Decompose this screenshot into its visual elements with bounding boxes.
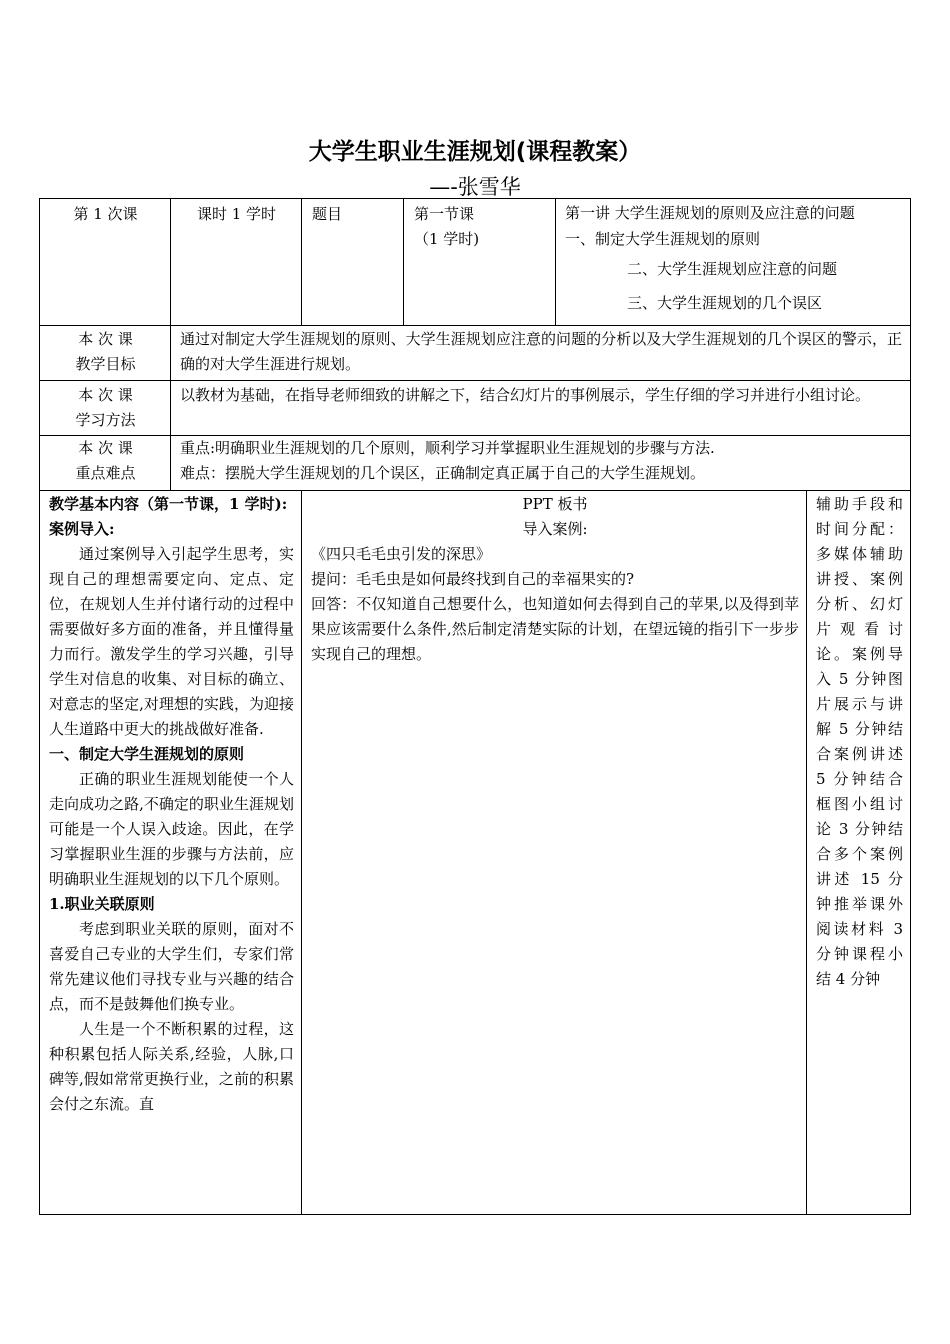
difficulty-line: 难点：摆脱大学生涯规划的几个误区，正确制定真正属于自己的大学生涯规划。 — [180, 464, 706, 482]
principles-heading: 一、制定大学生涯规划的原则 — [49, 745, 245, 763]
method-label-2: 学习方法 — [75, 411, 136, 429]
document-author: —-张雪华 — [429, 175, 521, 199]
teaching-content-heading: 教学基本内容（第一节课，1 学时): — [49, 495, 288, 513]
method-content-cell — [170, 380, 911, 436]
case-title: 《四只毛毛虫引发的深思》 — [311, 545, 492, 563]
lesson-hours: 课时 1 学时 — [196, 205, 277, 223]
method-label-1: 本 次 课 — [78, 386, 133, 404]
topic-label: 题目 — [312, 205, 343, 223]
key-points-label-1: 本 次 课 — [78, 439, 133, 457]
topic-cell — [555, 198, 911, 326]
lesson-number-cell — [39, 198, 171, 326]
principle-1-text-2: 人生是一个不断积累的过程，这种积累包括人际关系,经验，人脉,口碑等,假如常常更换行业，之前的积累会付之东流。直 — [49, 1020, 294, 1113]
key-point-line: 重点:明确职业生涯规划的几个原则，顺利学习并掌握职业生涯规划的步骤与方法. — [180, 439, 715, 457]
objective-text: 通过对制定大学生涯规划的原则、大学生涯规划应注意的问题的分析以及大学生涯规划的几个误区的警示，正确的对大学生涯进行规划。 — [180, 330, 902, 373]
topic-line-4: 三、大学生涯规划的几个误区 — [627, 294, 823, 312]
teaching-content-column — [39, 490, 302, 1215]
method-label-cell — [39, 380, 171, 436]
ppt-heading: PPT 板书 — [522, 495, 588, 513]
ppt-subheading: 导入案例: — [522, 520, 588, 538]
topic-label-cell — [301, 198, 404, 326]
hours-cell — [170, 198, 302, 326]
key-points-label-cell — [39, 435, 171, 491]
aids-time-text: 辅助手段和时间分配：多媒体辅助讲授、案例分析、幻灯片观看讨论。案例导入 5 分钟图片展示与讲解 5 分钟结合案例讲述 5 分钟结合框图小组讨论 3 分钟结合多个案例讲述 15 分钟推举课外阅读材料 3 分钟课程小结 4 分钟 — [816, 495, 903, 988]
objective-label-cell — [39, 325, 171, 381]
principle-1-heading: 1.职业关联原则 — [49, 895, 155, 913]
key-points-content-cell — [170, 435, 911, 491]
section-title: 第一节课 — [414, 205, 475, 223]
section-hours: （1 学时) — [414, 230, 480, 248]
objective-label-1: 本 次 课 — [78, 330, 133, 348]
topic-line-1: 第一讲 大学生涯规划的原则及应注意的问题 — [565, 204, 855, 222]
case-question: 提问：毛毛虫是如何最终找到自己的幸福果实的? — [311, 570, 635, 588]
principles-text: 正确的职业生涯规划能使一个人走向成功之路,不确定的职业生涯规划可能是一个人误入歧途。因此，在学习掌握职业生涯的步骤与方法前，应明确职业生涯规划的以下几个原则。 — [49, 770, 294, 888]
case-intro-heading: 案例导入: — [49, 520, 115, 538]
objective-label-2: 教学目标 — [75, 355, 136, 373]
case-answer: 回答：不仅知道自己想要什么，也知道如何去得到自己的苹果,以及得到苹果应该需要什么条件,然后制定清楚实际的计划，在望远镜的指引下一步步实现自己的理想。 — [311, 595, 799, 663]
topic-line-3: 二、大学生涯规划应注意的问题 — [627, 260, 838, 278]
section-cell — [403, 198, 556, 326]
lesson-number: 第 1 次课 — [73, 205, 138, 223]
aids-time-column — [806, 490, 911, 1215]
objective-content-cell — [170, 325, 911, 381]
topic-line-2: 一、制定大学生涯规划的原则 — [565, 230, 761, 248]
case-intro-text: 通过案例导入引起学生思考，实现自己的理想需要定向、定点、定位，在规划人生并付诸行动的过程中需要做好多方面的准备，并且懂得量力而行。激发学生的学习兴趣，引导学生对信息的收集、对目标的确立、对意志的坚定,对理想的实践，为迎接人生道路中更大的挑战做好准备. — [49, 545, 294, 738]
method-text: 以教材为基础，在指导老师细致的讲解之下，结合幻灯片的事例展示，学生仔细的学习并进行小组讨论。 — [180, 386, 871, 404]
key-points-label-2: 重点难点 — [75, 464, 136, 482]
ppt-board-column — [301, 490, 807, 1215]
principle-1-text: 考虑到职业关联的原则，面对不喜爱自己专业的大学生们，专家们常常先建议他们寻找专业与兴趣的结合点，而不是鼓舞他们换专业。 — [49, 920, 294, 1013]
document-title: 大学生职业生涯规划(课程教案） — [308, 139, 642, 165]
